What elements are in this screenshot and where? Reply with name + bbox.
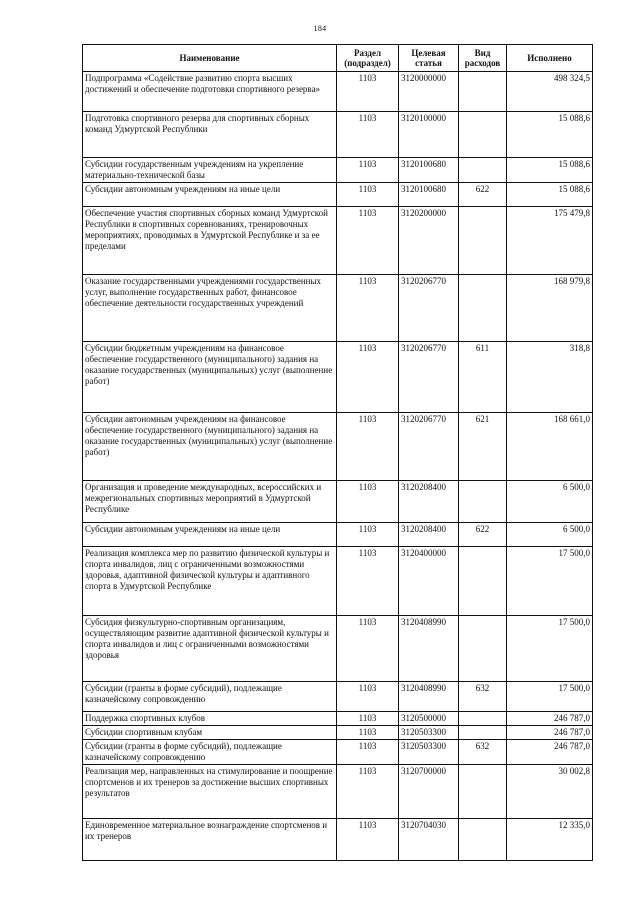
cell-target: 3120503300 [399,740,459,765]
header-target: Целевая статья [399,45,459,72]
cell-name: Реализация комплекса мер по развитию физической культуры и спорта инвалидов, лиц с ограниченными возможностями здоровья, адаптивной физической культуры и адаптивного спорта в Удмуртской Республике [83,547,337,616]
cell-name: Субсидии автономным учреждениям на иные цели [83,523,337,547]
cell-target: 3120208400 [399,481,459,523]
cell-name: Подготовка спортивного резерва для спортивных сборных команд Удмуртской Республики [83,112,337,158]
cell-kind [459,158,507,183]
cell-section: 1103 [337,682,399,712]
cell-name: Организация и проведение международных, всероссийских и межрегиональных спортивных мероприятий в Удмуртской Республике [83,481,337,523]
cell-section: 1103 [337,740,399,765]
cell-done: 318,8 [507,342,593,413]
cell-section: 1103 [337,183,399,207]
table-row [83,616,593,682]
cell-target: 3120206770 [399,275,459,342]
cell-done: 246 787,0 [507,712,593,726]
table-row [83,740,593,765]
cell-target: 3120100000 [399,112,459,158]
cell-target: 3120704030 [399,819,459,861]
cell-kind: 621 [459,413,507,481]
table-row [83,765,593,819]
header-name: Наименование [83,45,337,72]
table-row [83,682,593,712]
cell-kind [459,547,507,616]
cell-target: 3120206770 [399,342,459,413]
cell-kind [459,726,507,740]
cell-section: 1103 [337,72,399,112]
cell-section: 1103 [337,158,399,183]
cell-name: Субсидии автономным учреждениям на финансовое обеспечение государственного (муниципального) задания на оказание государственных (муниципальных) услуг (выполнение работ) [83,413,337,481]
page-number: 184 [313,24,327,33]
cell-kind [459,72,507,112]
cell-done: 175 479,8 [507,207,593,275]
cell-name: Субсидия физкультурно-спортивным организациям, осуществляющим развитие адаптивной физической культуры и спорта инвалидов и лиц с ограниченными возможностями здоровья [83,616,337,682]
table-row [83,207,593,275]
table-row [83,523,593,547]
cell-kind: 632 [459,740,507,765]
cell-done: 246 787,0 [507,726,593,740]
cell-kind [459,207,507,275]
cell-kind [459,616,507,682]
cell-target: 3120400000 [399,547,459,616]
cell-name: Обеспечение участия спортивных сборных команд Удмуртской Республики в спортивных соревнованиях, тренировочных мероприятиях, проводимых в Удмуртской Республике и за ее пределами [83,207,337,275]
cell-section: 1103 [337,712,399,726]
cell-done: 30 002,8 [507,765,593,819]
cell-kind [459,712,507,726]
cell-done: 17 500,0 [507,682,593,712]
table-body [83,72,593,861]
cell-target: 3120408990 [399,616,459,682]
cell-kind [459,765,507,819]
budget-table [82,44,593,861]
cell-name: Субсидии спортивным клубам [83,726,337,740]
cell-name: Подпрограмма «Содействие развитию спорта высших достижений и обеспечение подготовки спортивного резерва» [83,72,337,112]
cell-name: Реализация мер, направленных на стимулирование и поощрение спортсменов и их тренеров за достижение высших спортивных результатов [83,765,337,819]
cell-section: 1103 [337,547,399,616]
cell-section: 1103 [337,819,399,861]
cell-done: 15 088,6 [507,158,593,183]
cell-section: 1103 [337,616,399,682]
cell-section: 1103 [337,726,399,740]
cell-target: 3120100680 [399,183,459,207]
cell-target: 3120200000 [399,207,459,275]
header-kind: Вид расходов [459,45,507,72]
table-row [83,275,593,342]
cell-name: Субсидии бюджетным учреждениям на финансовое обеспечение государственного (муниципального) задания на оказание государственных (муниципальных) услуг (выполнение работ) [83,342,337,413]
cell-section: 1103 [337,523,399,547]
cell-name: Единовременное материальное вознаграждение спортсменов и их тренеров [83,819,337,861]
cell-section: 1103 [337,342,399,413]
cell-done: 17 500,0 [507,616,593,682]
table-row [83,72,593,112]
table-row [83,481,593,523]
cell-done: 498 324,5 [507,72,593,112]
cell-kind: 622 [459,183,507,207]
cell-target: 3120208400 [399,523,459,547]
cell-done: 15 088,6 [507,112,593,158]
table-row [83,158,593,183]
table-header-row [83,45,593,72]
table-row [83,413,593,481]
table-row [83,112,593,158]
cell-target: 3120700000 [399,765,459,819]
cell-section: 1103 [337,207,399,275]
cell-kind [459,819,507,861]
table-row [83,726,593,740]
header-section: Раздел (подраздел) [337,45,399,72]
table-row [83,547,593,616]
cell-section: 1103 [337,275,399,342]
cell-target: 3120500000 [399,712,459,726]
cell-target: 3120408990 [399,682,459,712]
cell-done: 17 500,0 [507,547,593,616]
cell-kind [459,275,507,342]
cell-name: Оказание государственными учреждениями государственных услуг, выполнение государственных работ, финансовое обеспечение деятельности государственных учреждений [83,275,337,342]
cell-name: Субсидии (гранты в форме субсидий), подлежащие казначейскому сопровождению [83,682,337,712]
cell-target: 3120100680 [399,158,459,183]
cell-kind: 611 [459,342,507,413]
cell-kind: 632 [459,682,507,712]
table-row [83,183,593,207]
cell-name: Поддержка спортивных клубов [83,712,337,726]
cell-target: 3120206770 [399,413,459,481]
cell-kind [459,481,507,523]
cell-section: 1103 [337,112,399,158]
cell-done: 168 661,0 [507,413,593,481]
header-done: Исполнено [507,45,593,72]
cell-name: Субсидии государственным учреждениям на укрепление материально-технической базы [83,158,337,183]
cell-done: 6 500,0 [507,523,593,547]
cell-done: 12 335,0 [507,819,593,861]
table-row [83,712,593,726]
cell-section: 1103 [337,481,399,523]
cell-target: 3120000000 [399,72,459,112]
cell-name: Субсидии автономным учреждениям на иные цели [83,183,337,207]
cell-section: 1103 [337,413,399,481]
table-row [83,342,593,413]
cell-done: 15 088,6 [507,183,593,207]
cell-name: Субсидии (гранты в форме субсидий), подлежащие казначейскому сопровождению [83,740,337,765]
cell-section: 1103 [337,765,399,819]
cell-done: 6 500,0 [507,481,593,523]
table-row [83,819,593,861]
cell-kind: 622 [459,523,507,547]
cell-done: 246 787,0 [507,740,593,765]
cell-done: 168 979,8 [507,275,593,342]
cell-kind [459,112,507,158]
cell-target: 3120503300 [399,726,459,740]
